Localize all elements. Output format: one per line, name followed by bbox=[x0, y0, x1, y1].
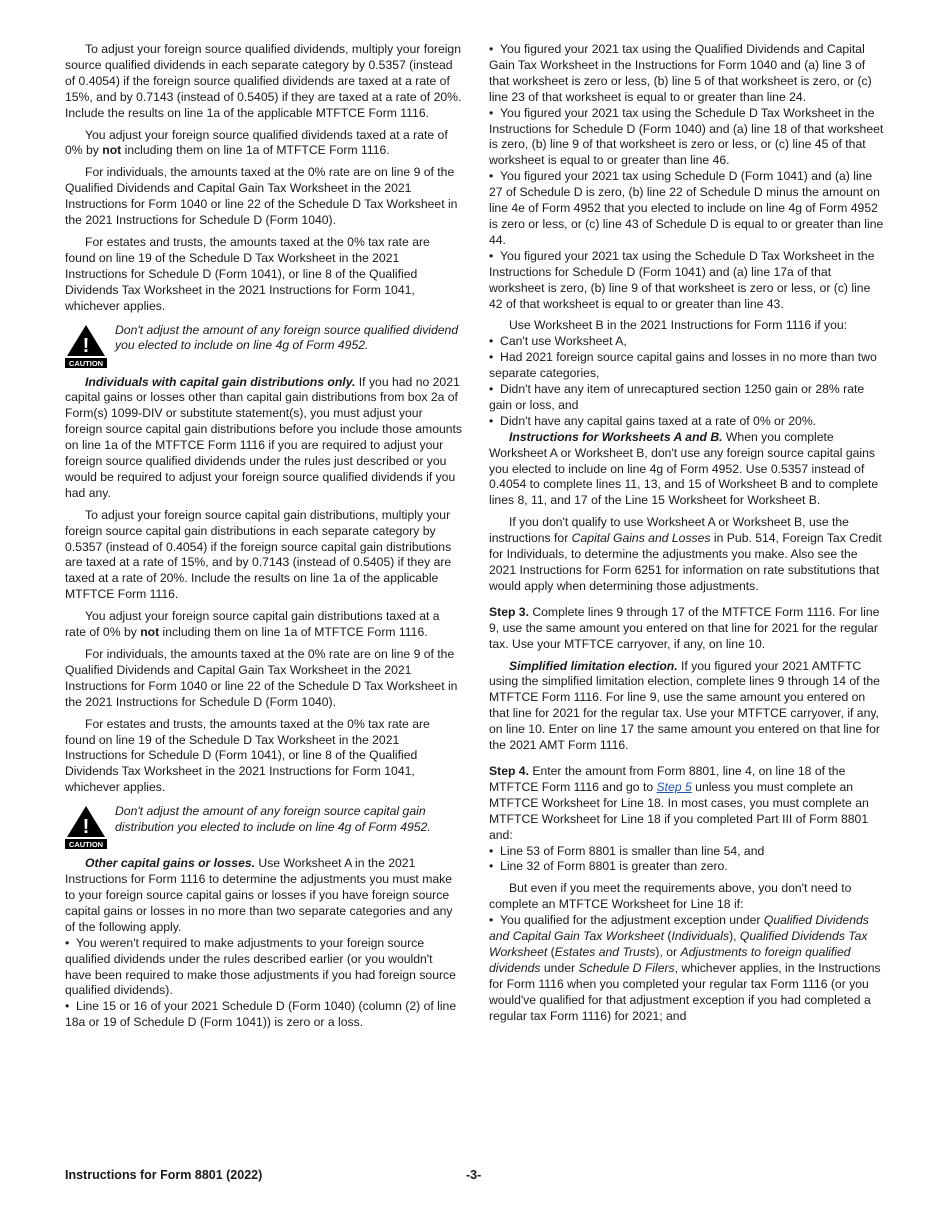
right-column bbox=[489, 42, 886, 1024]
svg-text:!: ! bbox=[82, 816, 90, 839]
footer-title: Instructions for Form 8801 (2022) bbox=[65, 1168, 263, 1182]
paragraph: Simplified limitation election. If you figured your 2021 AMTFTC using the simplified limitation election, complete lines 9 through 14 of the MTFTCE Form 1116. For line 9, use the same amount you entered on that line for 2021 for the regular tax. Use your MTFTCE carryover, if any, on line 10. Enter on line 17 the same amount you entered on that line for the 2021 AMT Form 1116. bbox=[489, 658, 880, 753]
step-5-link[interactable]: Step 5 bbox=[656, 779, 692, 794]
paragraph: For individuals, the amounts taxed at the 0% rate are on line 9 of the Qualified Dividends and Capital Gain Tax Worksheet in the 2021 Instructions for Form 1040 or line 22 of the Schedule D Tax Worksheet in the 2021 Instructions for Schedule D (Form 1040). bbox=[65, 165, 458, 228]
caution-icon bbox=[65, 323, 107, 369]
paragraph: If you don't qualify to use Worksheet A or Worksheet B, use the instructions for Capital Gains and Losses in Pub. 514, Foreign Tax Credit for Individuals, to determine the adjustments you make. Also see the 2021 Instructions for Form 6251 for information on rate substitutions that would apply when determining those adjustments. bbox=[489, 515, 882, 593]
caution-icon bbox=[65, 804, 107, 850]
list-item: • You weren't required to make adjustments to your foreign source qualified dividends under the rules described earlier (or you wouldn't have been required to make those adjustments if you had foreign source qualified dividends). bbox=[65, 936, 462, 1000]
list-item: • You figured your 2021 tax using the Schedule D Tax Worksheet in the Instructions for Schedule D (Form 1040) and (a) line 18 of that worksheet is zero, (b) line 9 of that worksheet is zero or less, or (c) line 45 of that worksheet is equal to or greater than line 46. bbox=[489, 106, 886, 170]
list-item: • Line 32 of Form 8801 is greater than zero. bbox=[489, 859, 886, 875]
step-4: Step 4. Enter the amount from Form 8801, line 4, on line 18 of the MTFTCE Form 1116 and go to Step 5 unless you must complete an MTFTCE Worksheet for Line 18. In most cases, you must complete an MTFTCE Worksheet for Line 18 if you completed Part III of Form 8801 and: bbox=[489, 763, 869, 842]
paragraph: You adjust your foreign source capital gain distributions taxed at a rate of 0% by not including them on line 1a of MTFTCE Form 1116. bbox=[65, 609, 440, 640]
list-item: • You figured your 2021 tax using the Qualified Dividends and Capital Gain Tax Worksheet in the Instructions for Form 1040 and (a) line 3 of that worksheet is zero or less, (b) line 5 of that worksheet is zero, or (c) line 23 of that worksheet is equal to or greater than line 24. bbox=[489, 42, 886, 106]
paragraph: Instructions for Worksheets A and B. When you complete Worksheet A or Worksheet B, don't use any foreign source capital gains you elected to include on line 4g of Form 4952. Use 0.5357 instead of 0.4054 to complete lines 11, 13, and 15 of Worksheet B and to complete lines 8, 11, and 17 of the Line 15 Worksheet for Worksheet B. bbox=[489, 429, 879, 508]
paragraph: Use Worksheet B in the 2021 Instructions for Form 1116 if you: bbox=[509, 318, 848, 333]
paragraph: Individuals with capital gain distributions only. If you had no 2021 capital gains or losses other than capital gain distributions from box 2a of Form(s) 1099-DIV or substitute statement(s), you must adjust your foreign source capital gain distributions before you include those amounts on line 1a of the MTFTCE Form 1116 if you are required to adjust your foreign source qualified dividends under the rules just described or you would be required to adjust your foreign source qualified dividends if you had any. bbox=[65, 374, 463, 500]
list-item: • You figured your 2021 tax using Schedule D (Form 1041) and (a) line 27 of Schedule D is zero, (b) line 22 of Schedule D minus the amount on line 4e of Form 4952 that you elected to include on line 4g of Form 4952 is zero or less, or (c) line 43 of Schedule D is equal to or greater than line 44. bbox=[489, 169, 886, 249]
step-3: Step 3. Complete lines 9 through 17 of the MTFTCE Form 1116. For line 9, use the same amount you entered on that line for 2021 for the regular tax. Use your MTFTCE carryover, if any, on line 10. bbox=[489, 604, 880, 651]
paragraph: Other capital gains or losses. Use Worksheet A in the 2021 Instructions for Form 1116 to determine the adjustments you must make to your foreign source capital gains or losses if you have foreign source capital gains or losses in no more than two separate categories and any of the following apply. bbox=[65, 856, 453, 934]
paragraph: You adjust your foreign source qualified dividends taxed at a rate of 0% by not including them on line 1a of MTFTCE Form 1116. bbox=[65, 127, 448, 158]
left-column bbox=[65, 42, 462, 1031]
list-item: • You figured your 2021 tax using the Schedule D Tax Worksheet in the Instructions for Schedule D (Form 1041) and (a) line 17a of that worksheet is zero, (b) line 9 of that worksheet is zero or less, or (c) line 42 of that worksheet is equal to or greater than line 43. bbox=[489, 249, 886, 313]
caution-text: Don't adjust the amount of any foreign source qualified dividend you elected to include on line 4g of Form 4952. bbox=[115, 322, 459, 353]
list-item: • Line 53 of Form 8801 is smaller than line 54, and bbox=[489, 844, 886, 860]
paragraph: To adjust your foreign source qualified dividends, multiply your foreign source qualified dividends in each separate category by 0.5357 (instead of 0.4054) if the foreign source qualified dividends are taxed at a rate of 15%, and by 0.7143 (instead of 0.5405) if they are taxed at a rate of 20%. Include the results on line 1a of the applicable MTFTCE Form 1116. bbox=[65, 42, 462, 120]
list-item: • Didn't have any item of unrecaptured section 1250 gain or 28% rate gain or loss, and bbox=[489, 382, 886, 414]
paragraph: For estates and trusts, the amounts taxed at the 0% tax rate are found on line 19 of the Schedule D Tax Worksheet in the 2021 Instructions for Schedule D (Form 1041), or line 8 of the Qualified Dividends Tax Worksheet in the 2021 Instructions for Form 1041, whichever applies. bbox=[65, 234, 430, 313]
caution-text: Don't adjust the amount of any foreign source capital gain distribution you elected to include on line 4g of Form 4952. bbox=[115, 804, 431, 835]
paragraph: To adjust your foreign source capital gain distributions, multiply your foreign source capital gain distributions in each separate category by 0.5357 (instead of 0.4054) if the foreign source capital gain distributions are taxed at a rate of 15%, and by 0.7143 (instead of 0.5405) if they are taxed at a rate of 20%. Include the results on line 1a of the applicable MTFTCE Form 1116. bbox=[65, 507, 452, 602]
list-item: • Didn't have any capital gains taxed at a rate of 0% or 20%. bbox=[489, 414, 886, 430]
svg-text:CAUTION: CAUTION bbox=[68, 840, 104, 850]
list-item: • You qualified for the adjustment exception under Qualified Dividends and Capital Gain Tax Worksheet (Individuals), Qualified Dividends Tax Worksheet (Estates and Trusts), or Adjustments to foreign qualified dividends under Schedule D Filers, whichever applies, in the Instructions for Form 1116 when you completed your regular tax Form 1116 (or you would've qualified for that adjustment exception if you had completed a regular tax Form 1116) for 2021; and bbox=[489, 913, 886, 1024]
paragraph: For individuals, the amounts taxed at the 0% rate are on line 9 of the Qualified Dividends and Capital Gain Tax Worksheet in the 2021 Instructions for Form 1040 or line 22 of the Schedule D Tax Worksheet in the 2021 Instructions for Schedule D (Form 1040). bbox=[65, 647, 458, 709]
list-item: • Can't use Worksheet A, bbox=[489, 334, 886, 350]
list-item: • Had 2021 foreign source capital gains and losses in no more than two separate categories, bbox=[489, 350, 886, 382]
svg-text:CAUTION: CAUTION bbox=[68, 358, 104, 368]
caution-note bbox=[65, 804, 462, 850]
caution-note bbox=[65, 323, 462, 369]
paragraph: But even if you meet the requirements above, you don't need to complete an MTFTCE Worksheet for Line 18 if: bbox=[489, 881, 852, 912]
paragraph: For estates and trusts, the amounts taxed at the 0% tax rate are found on line 19 of the Schedule D Tax Worksheet in the 2021 Instructions for Schedule D (Form 1041), or line 8 of the Qualified Dividends Tax Worksheet in the 2021 Instructions for Form 1041, whichever applies. bbox=[65, 716, 430, 795]
list-item: • Line 15 or 16 of your 2021 Schedule D (Form 1040) (column (2) of line 18a or 19 of Schedule D (Form 1041)) is zero or a loss. bbox=[65, 999, 462, 1031]
svg-text:!: ! bbox=[82, 334, 90, 357]
page-number: -3- bbox=[466, 1168, 482, 1182]
